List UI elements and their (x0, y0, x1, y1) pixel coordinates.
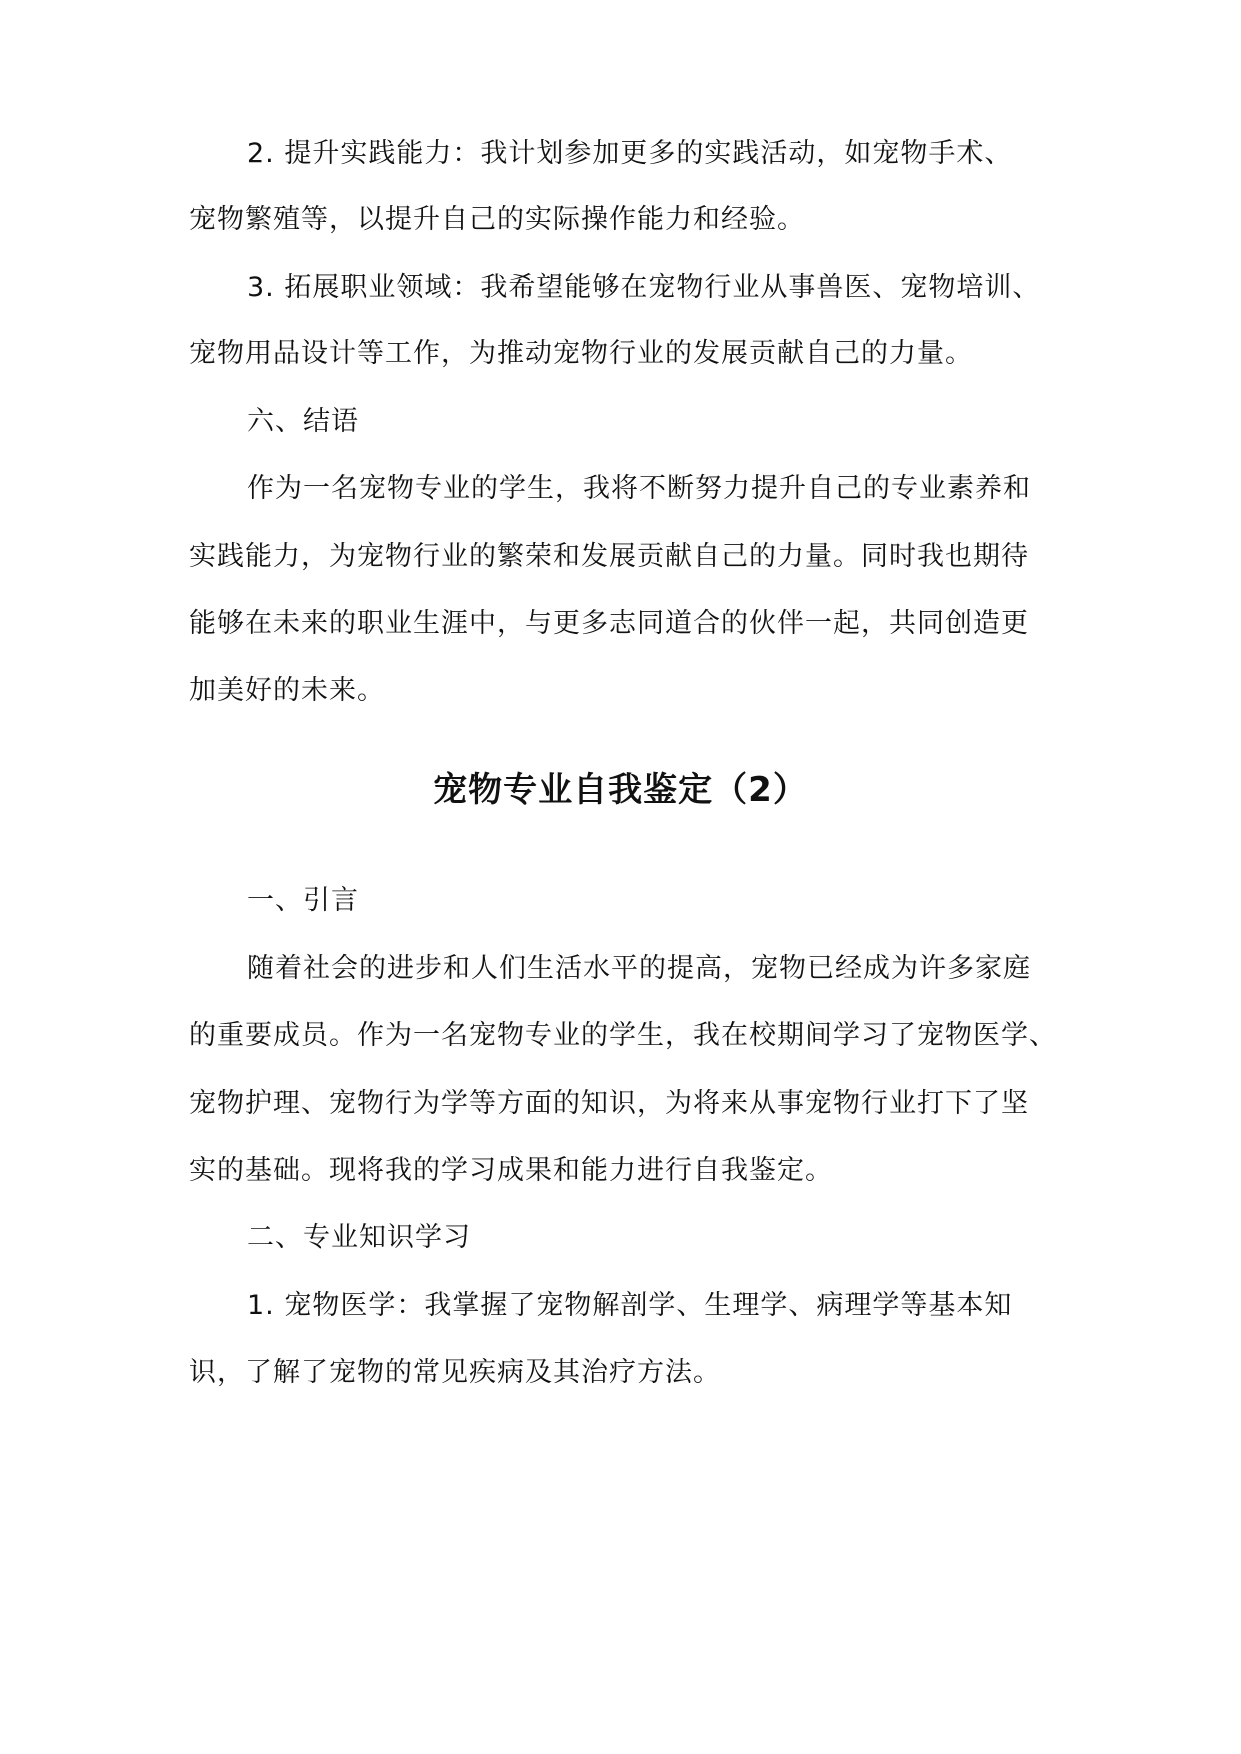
paragraph-line: 加美好的未来。 (189, 675, 385, 706)
paragraph-line: 实践能力，为宠物行业的繁荣和发展贡献自己的力量。同时我也期待 (189, 541, 1029, 572)
paragraph-line: 的重要成员。作为一名宠物专业的学生，我在校期间学习了宠物医学、 (189, 1020, 1057, 1051)
paragraph-line: 实的基础。现将我的学习成果和能力进行自我鉴定。 (189, 1155, 833, 1186)
paragraph-line: 宠物繁殖等，以提升自己的实际操作能力和经验。 (189, 204, 805, 235)
document-title: 宠物专业自我鉴定（2） (433, 770, 808, 810)
paragraph-line: 1. 宠物医学：我掌握了宠物解剖学、生理学、病理学等基本知 (247, 1290, 1013, 1321)
paragraph-line: 2. 提升实践能力：我计划参加更多的实践活动，如宠物手术、 (247, 138, 1013, 169)
section-heading: 一、引言 (247, 885, 359, 916)
section-heading: 六、结语 (247, 406, 359, 437)
paragraph-line: 宠物护理、宠物行为学等方面的知识，为将来从事宠物行业打下了坚 (189, 1088, 1029, 1119)
paragraph-line: 3. 拓展职业领域：我希望能够在宠物行业从事兽医、宠物培训、 (247, 272, 1041, 303)
paragraph-line: 识，了解了宠物的常见疾病及其治疗方法。 (189, 1357, 721, 1388)
paragraph-line: 随着社会的进步和人们生活水平的提高，宠物已经成为许多家庭 (247, 953, 1031, 984)
paragraph-line: 能够在未来的职业生涯中，与更多志同道合的伙伴一起，共同创造更 (189, 608, 1029, 639)
section-heading: 二、专业知识学习 (247, 1222, 471, 1253)
paragraph-line: 作为一名宠物专业的学生，我将不断努力提升自己的专业素养和 (247, 473, 1031, 504)
paragraph-line: 宠物用品设计等工作，为推动宠物行业的发展贡献自己的力量。 (189, 338, 973, 369)
